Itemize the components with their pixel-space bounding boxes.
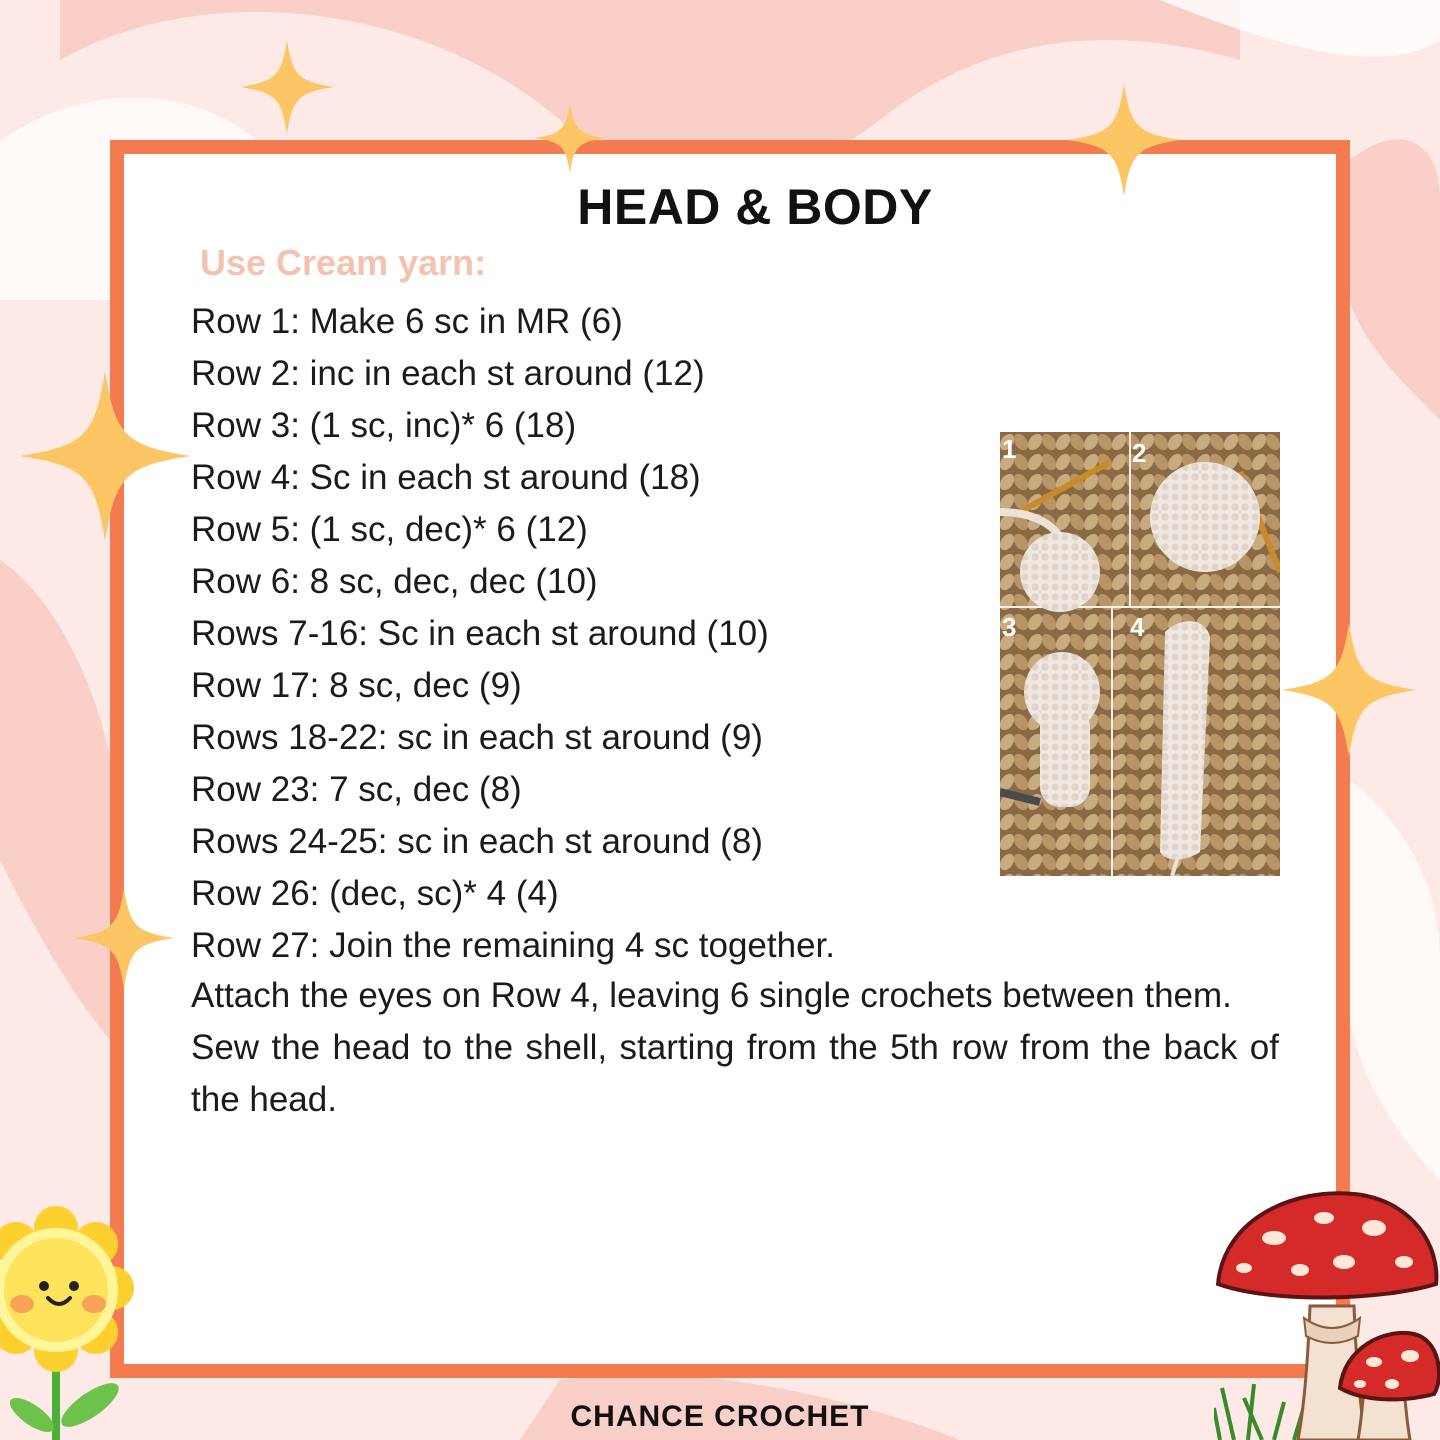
pattern-row: Rows 18-22: sc in each st around (9) (191, 718, 763, 757)
page-title: HEAD & BODY (577, 179, 933, 235)
pattern-row: Row 2: inc in each st around (12) (191, 354, 705, 393)
sparkle-icon (74, 886, 174, 990)
brand-footer: CHANCE CROCHET (570, 1400, 870, 1433)
note-sew-head: Sew the head to the shell, starting from the 5th row from the back of the head. (191, 1028, 1279, 1119)
photo-label-3: 3 (1002, 612, 1017, 642)
sparkle-icon (20, 366, 190, 546)
photo-label-2: 2 (1132, 438, 1147, 468)
pattern-row: Rows 24-25: sc in each st around (8) (191, 822, 763, 861)
pattern-row: Row 26: (dec, sc)* 4 (4) (191, 874, 559, 913)
pattern-row: Row 4: Sc in each st around (18) (191, 458, 701, 497)
pattern-row: Row 17: 8 sc, dec (9) (191, 666, 522, 705)
sparkle-icon (1068, 82, 1180, 198)
photo-label-1: 1 (1002, 434, 1017, 464)
pattern-row: Row 3: (1 sc, inc)* 6 (18) (191, 406, 577, 445)
pattern-row: Row 5: (1 sc, dec)* 6 (12) (191, 510, 588, 549)
pattern-row: Row 23: 7 sc, dec (8) (191, 770, 522, 809)
sparkle-icon (1282, 620, 1416, 760)
pattern-row: Row 1: Make 6 sc in MR (6) (191, 302, 623, 341)
sparkle-icon (535, 100, 605, 176)
pattern-row: Row 27: Join the remaining 4 sc together. (191, 926, 835, 965)
pattern-row: Row 6: 8 sc, dec, dec (10) (191, 562, 598, 601)
note-eyes: Attach the eyes on Row 4, leaving 6 single crochets between them. (191, 976, 1232, 1015)
progress-photo-grid (1000, 432, 1280, 876)
instruction-notes (191, 970, 1279, 1126)
pattern-row: Rows 7-16: Sc in each st around (10) (191, 614, 769, 653)
photo-label-4: 4 (1130, 612, 1145, 642)
sparkle-icon (240, 40, 334, 134)
yarn-subtitle: Use Cream yarn: (200, 242, 487, 283)
pattern-rows (191, 296, 835, 972)
